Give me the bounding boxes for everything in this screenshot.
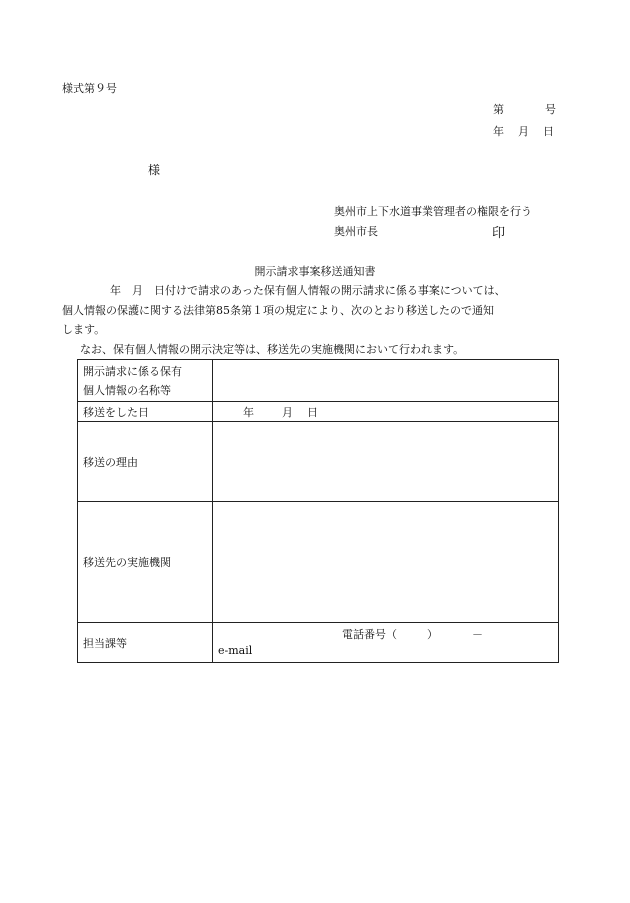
row2-label: 移送をした日 [78, 402, 213, 422]
body-text [62, 281, 562, 359]
date-month: 月 [518, 125, 529, 138]
row2-month: 月 [282, 405, 293, 419]
doc-number-suffix: 号 [545, 103, 556, 116]
addressee-honorific: 様 [148, 163, 161, 177]
table-row [78, 502, 559, 623]
row2-value[interactable] [213, 402, 559, 422]
doc-number-prefix: 第 [493, 103, 504, 116]
date-year: 年 [493, 125, 504, 138]
phone-paren: ） [427, 628, 438, 641]
row1-label [78, 360, 213, 402]
body-para1-line3: します。 [62, 323, 106, 336]
row3-label: 移送の理由 [78, 422, 213, 502]
date-day: 日 [543, 125, 554, 138]
row1-label-line1: 開示請求に係る保有 [83, 364, 182, 378]
row1-value[interactable] [213, 360, 559, 402]
row3-value[interactable] [213, 422, 559, 502]
form-number: 様式第９号 [62, 82, 117, 95]
issuer-line1: 奥州市上下水道事業管理者の権限を行う [334, 205, 532, 218]
table-row [78, 360, 559, 402]
row4-label: 移送先の実施機関 [78, 502, 213, 623]
row1-label-line2: 個人情報の名称等 [83, 383, 171, 397]
document-title: 開示請求事案移送通知書 [254, 265, 376, 278]
row5-value[interactable] [213, 623, 559, 663]
body-para1-line2: 個人情報の保護に関する法律第85条第１項の規定により、次のとおり移送したので通知 [62, 303, 494, 317]
body-para1-line1: 年 月 日付けで請求のあった保有個人情報の開示請求に係る事案については、 [110, 284, 506, 297]
table-row [78, 623, 559, 663]
row4-value[interactable] [213, 502, 559, 623]
row5-phone-line [218, 626, 553, 642]
transfer-form-table [77, 359, 559, 663]
table-row [78, 402, 559, 422]
body-para2: なお、保有個人情報の開示決定等は、移送先の実施機関において行われます。 [80, 342, 465, 356]
table-row [78, 422, 559, 502]
row2-day: 日 [307, 405, 318, 419]
row5-label: 担当課等 [78, 623, 213, 663]
row2-year: 年 [243, 405, 254, 419]
issuer-line2: 奥州市長 [334, 225, 378, 238]
phone-label: 電話番号（ [342, 628, 397, 641]
seal-mark: 印 [492, 226, 506, 241]
phone-dash: － [472, 628, 483, 641]
email-label: e-mail [218, 644, 253, 657]
